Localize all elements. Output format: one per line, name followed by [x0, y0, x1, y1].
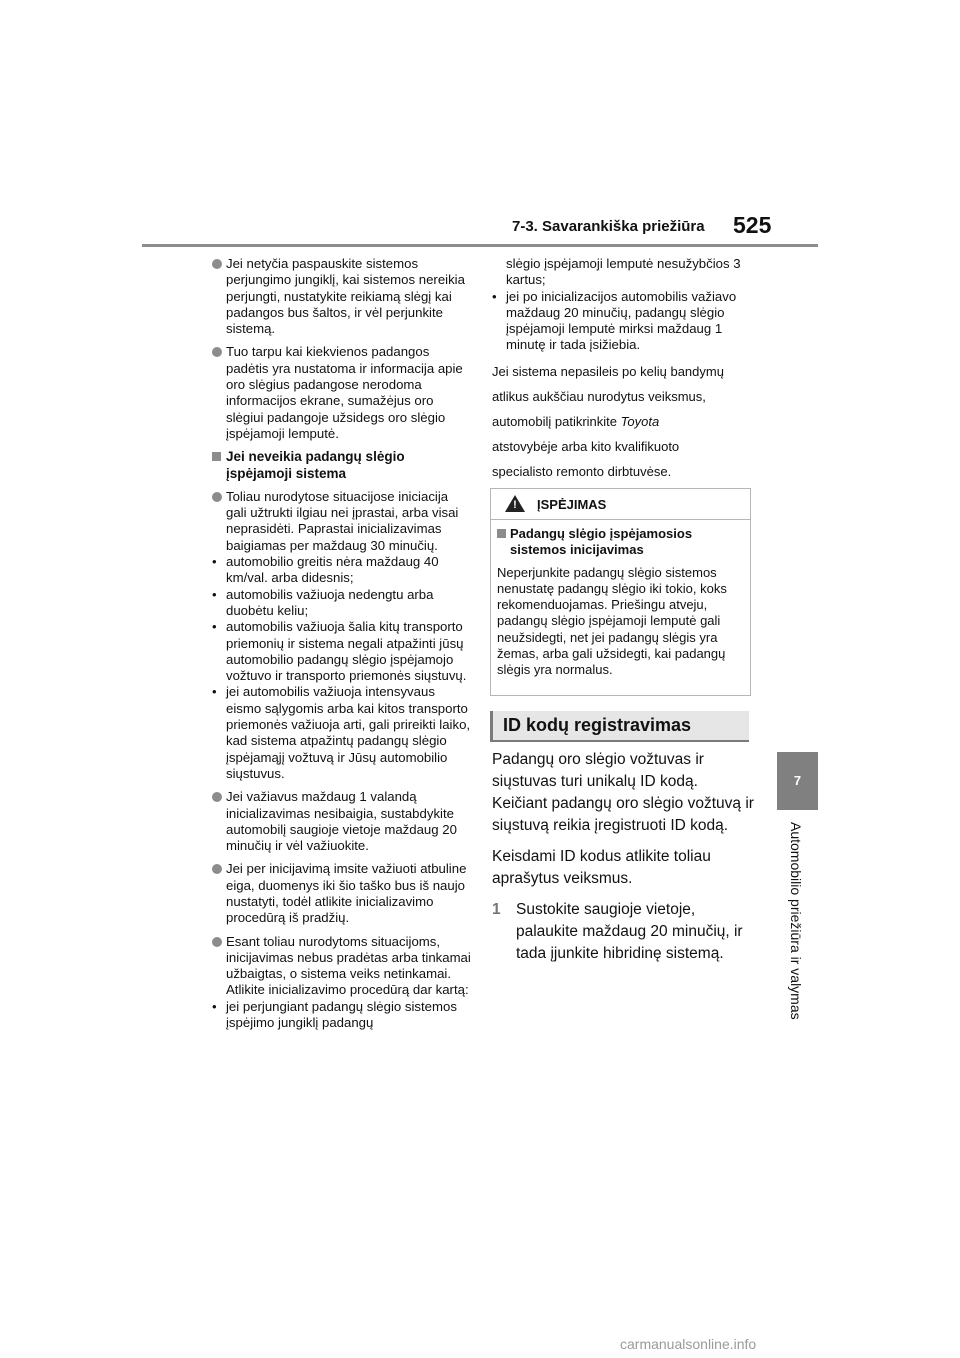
warning-header — [491, 489, 750, 520]
bullet-dot-icon — [212, 792, 222, 802]
chapter-tab-label: Automobilio priežiūra ir valymas — [788, 822, 804, 1020]
right-column — [492, 256, 752, 487]
dash-item: • jei automobilis važiuoja intensyvaus eismo sąlygomis arba kai kitos transporto priemonės važiuoja arti, gali prireikti laiko, kad sistema atpažintų padangų slėgio įspėjamąjį vožtuvą ir Jūsų automobilio siųstuvus. — [212, 684, 471, 781]
page-number: 525 — [733, 212, 772, 238]
section-header — [490, 711, 749, 742]
dash-item: • jei perjungiant padangų slėgio sistemos įspėjimo jungiklį padangų — [212, 998, 457, 1031]
paragraph-line: automobilį patikrinkite Toyota — [492, 413, 660, 429]
bullet-dot-icon — [212, 347, 222, 357]
bullet-paragraph: Esant toliau nurodytoms situacijoms, inicijavimas nebus pradėtas arba tinkamai užbaigtas, o sistema veiks netinkamai. Atlikite inicializavimo procedūrą dar kartą: — [212, 934, 472, 999]
brand-name: Toyota — [620, 413, 660, 429]
section-paragraph: Padangų oro slėgio vožtuvas ir siųstuvas turi unikalų ID kodą. Keičiant padangų oro slėgio vožtuvą ir siųstuvą reikia įregistruoti ID kodą. — [492, 751, 754, 834]
bullet-paragraph: Jei važiavus maždaug 1 valandą inicializavimas nesibaigia, sustabdykite automobilį saugioje vietoje maždaug 20 minučių ir vėl važiuokite. — [212, 789, 472, 854]
header-divider — [142, 244, 818, 247]
bullet-paragraph: Toliau nurodytose situacijose iniciacija gali užtrukti ilgiau nei įprastai, arba visai neprasidėti. Paprastai inicializavimas baigiamas per maždaug 30 minučių. — [212, 489, 472, 554]
watermark: carmanualsonline.info — [620, 1336, 757, 1352]
warning-title: ĮSPĖJIMAS — [537, 497, 607, 512]
bullet-paragraph: Tuo tarpu kai kiekvienos padangos padėtis yra nustatoma ir informacija apie oro slėgius padangose nerodoma informacijos ekrane, sumažėjus oro slėgiui padangoje užsidegs oro slėgio įspėjamoji lemputė. — [212, 344, 472, 442]
square-marker-icon — [212, 452, 221, 461]
warning-subheading: Padangų slėgio įspėjamosios sistemos inicijavimas — [497, 526, 744, 559]
step-text: Sustokite saugioje vietoje, palaukite maždaug 20 minučių, ir tada įjunkite hibridinę sistemą. — [516, 901, 743, 962]
dash-item: • automobilio greitis nėra maždaug 40 km/val. arba didesnis; — [212, 554, 439, 586]
section-header-title: ID kodų registravimas — [503, 715, 692, 735]
bullet-dot-icon — [212, 937, 222, 947]
bullet-paragraph: Jei netyčia paspauskite sistemos perjungimo jungiklį, kai sistemos nereikia perjungti, nustatykite reikiamą slėgį kai padangos bus šaltos, ir vėl perjunkite sistemą. — [212, 256, 472, 337]
dash-item-continued: slėgio įspėjamoji lemputė nesužybčios 3 kartus; — [506, 256, 741, 288]
bullet-dot-icon — [212, 864, 222, 874]
bullet-dot-icon — [212, 259, 222, 269]
exclamation-icon: ! — [513, 499, 517, 511]
bullet-dot-icon — [212, 492, 222, 502]
warning-text: Neperjunkite padangų slėgio sistemos nenustatę padangų slėgio iki tokio, koks rekomenduojamas. Priešingu atveju, padangų slėgio įspėjamoji lemputė gali neužsidegti, net jei padangų slėgis yra žemas, arba gali užsidegti, kai padangų slėgis yra normalus. — [497, 564, 727, 678]
square-marker-icon — [497, 529, 506, 538]
left-column — [212, 256, 472, 1031]
section-body — [492, 749, 754, 965]
chapter-tab: 7 — [777, 752, 818, 810]
bullet-paragraph: Jei per inicijavimą imsite važiuoti atbuline eiga, duomenys iki šio taško bus iš naujo nustatyti, todėl atlikite inicializavimo procedūrą iš pradžių. — [212, 861, 472, 926]
step-number: 1 — [492, 901, 501, 918]
paragraph-line: atstovybėje arba kito kvalifikuoto — [492, 438, 680, 454]
paragraph-line: specialisto remonto dirbtuvėse. — [492, 463, 672, 479]
paragraph-line: atlikus aukščiau nurodytus veiksmus, — [492, 388, 706, 404]
paragraph-line: Jei sistema nepasileis po kelių bandymų — [492, 363, 724, 379]
warning-body — [491, 520, 750, 679]
section-paragraph: Keisdami ID kodus atlikite toliau aprašytus veiksmus. — [492, 848, 711, 887]
dash-item: • jei po inicializacijos automobilis važiavo maždaug 20 minučių, padangų slėgio įspėjamoji lemputė mirksi maždaug 1 minutę ir tada įsižiebia. — [492, 288, 737, 353]
step-item — [492, 899, 754, 965]
dash-item: • automobilis važiuoja nedengtu arba duobėtu keliu; — [212, 586, 434, 618]
warning-box — [490, 488, 751, 696]
section-title: 7-3. Savarankiška priežiūra — [512, 218, 705, 235]
dash-item: • automobilis važiuoja šalia kitų transporto priemonių ir sistema negali atpažinti jūsų automobilio padangų slėgio įspėjamojo vožtuvo ir transporto priemonės siųstuvų. — [212, 619, 467, 684]
subheading: Jei neveikia padangų slėgio įspėjamoji sistema — [212, 449, 472, 482]
